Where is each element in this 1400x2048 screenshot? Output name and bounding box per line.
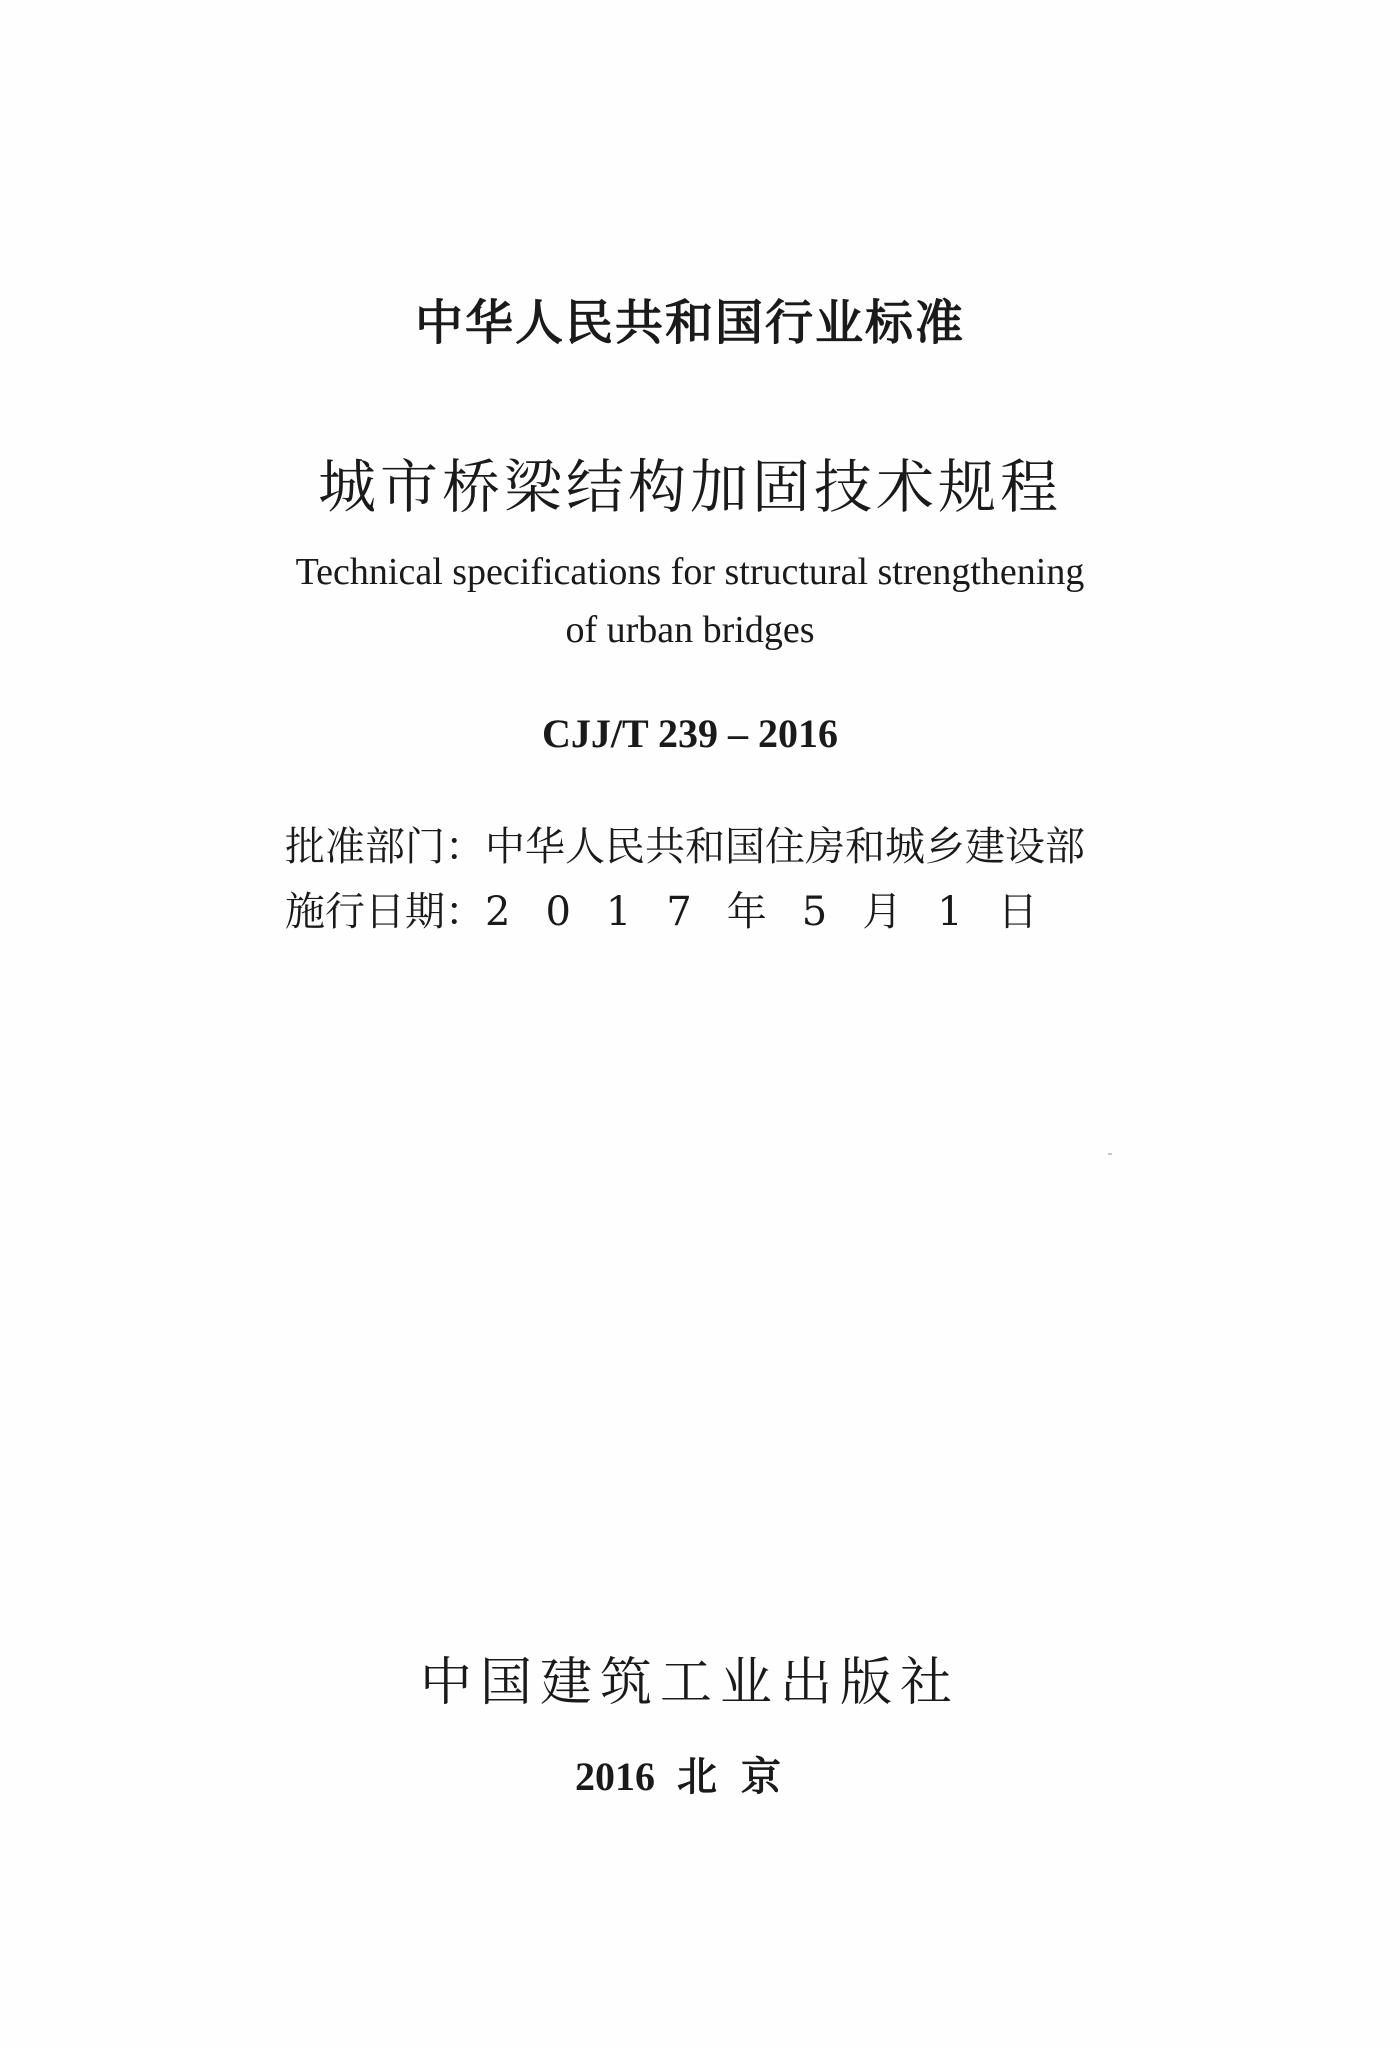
approval-department-label: 批准部门： (285, 824, 485, 870)
approval-department-row (285, 815, 1085, 872)
english-title-line-1: Technical specifications for structural strengthening (295, 551, 1085, 593)
publication-city: 北京 (677, 1754, 805, 1800)
approval-department-value: 中华人民共和国住房和城乡建设部 (485, 824, 1085, 870)
industry-standard-heading: 中华人民共和国行业标准 (414, 295, 965, 351)
publication-year: 2016 (575, 1754, 655, 1799)
chinese-title: 城市桥梁结构加固技术规程 (317, 453, 1062, 521)
publisher-name: 中国建筑工业出版社 (419, 1653, 960, 1713)
english-title-line-2: of urban bridges (565, 609, 815, 651)
effective-date-label: 施行日期： (285, 889, 485, 935)
effective-date-row (285, 880, 1073, 937)
scan-speck (1108, 1153, 1112, 1155)
effective-date-value: 2017年5月1日 (485, 889, 1073, 935)
standard-code: CJJ/T 239 – 2016 (542, 711, 838, 756)
publication-line (0, 1745, 1380, 1802)
